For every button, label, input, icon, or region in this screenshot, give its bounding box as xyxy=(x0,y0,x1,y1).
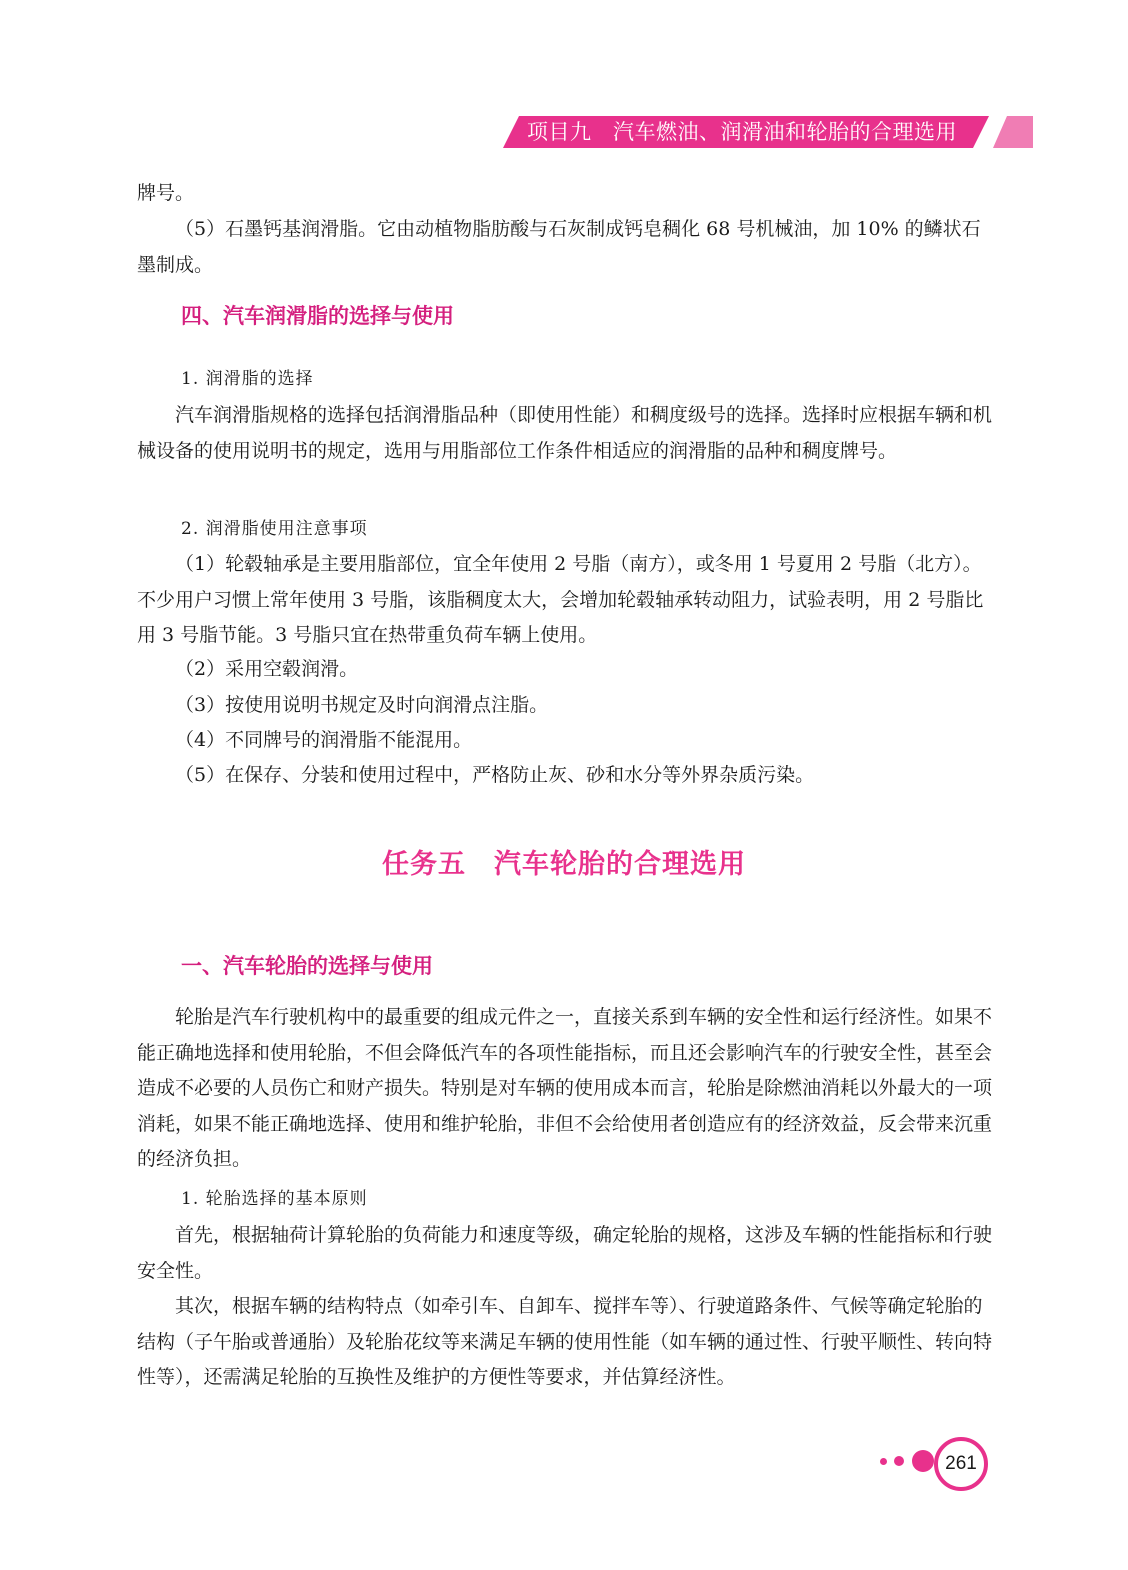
subsection-heading: 1. 润滑脂的选择 xyxy=(181,369,314,389)
paragraph: （5）石墨钙基润滑脂。它由动植物脂肪酸与石灰制成钙皂稠化 68 号机械油，加 10% 的鳞状石墨制成。 xyxy=(137,218,981,276)
section-heading: 一、汽车轮胎的选择与使用 xyxy=(181,954,433,978)
decor-dot-icon xyxy=(880,1458,887,1465)
header-band-tail xyxy=(993,116,1033,148)
decor-dot-icon xyxy=(912,1450,934,1472)
section-heading: 四、汽车润滑脂的选择与使用 xyxy=(181,304,454,328)
decor-dot-icon xyxy=(894,1456,904,1466)
paragraph: （5）在保存、分装和使用过程中，严格防止灰、砂和水分等外界杂质污染。 xyxy=(175,764,815,786)
chapter-title: 项目九 汽车燃油、润滑油和轮胎的合理选用 xyxy=(527,120,957,144)
subsection-heading: 1. 轮胎选择的基本原则 xyxy=(181,1189,368,1209)
paragraph: （3）按使用说明书规定及时向润滑点注脂。 xyxy=(175,694,549,716)
paragraph: 牌号。 xyxy=(137,182,195,204)
subsection-heading: 2. 润滑脂使用注意事项 xyxy=(181,519,368,539)
chapter-header-band xyxy=(503,116,1033,148)
task-title: 任务五 汽车轮胎的合理选用 xyxy=(382,849,746,880)
paragraph: （1）轮毂轴承是主要用脂部位，宜全年使用 2 号脂（南方），或冬用 1 号夏用 2 号脂（北方）。不少用户习惯上常年使用 3 号脂，该脂稠度太大，会增加轮毂轴承转动阻力，试验表明，用 2 号脂比用 3 号脂节能。3 号脂只宜在热带重负荷车辆上使用。 xyxy=(137,553,984,646)
paragraph: 首先，根据轴荷计算轮胎的负荷能力和速度等级，确定轮胎的规格，这涉及车辆的性能指标和行驶安全性。 xyxy=(137,1224,993,1282)
page-number-badge xyxy=(876,1434,996,1490)
paragraph: 汽车润滑脂规格的选择包括润滑脂品种（即使用性能）和稠度级号的选择。选择时应根据车辆和机械设备的使用说明书的规定，选用与用脂部位工作条件相适应的润滑脂的品种和稠度牌号。 xyxy=(137,404,993,462)
paragraph: 轮胎是汽车行驶机构中的最重要的组成元件之一，直接关系到车辆的安全性和运行经济性。如果不能正确地选择和使用轮胎，不但会降低汽车的各项性能指标，而且还会影响汽车的行驶安全性，甚至会造成不必要的人员伤亡和财产损失。特别是对车辆的使用成本而言，轮胎是除燃油消耗以外最大的一项消耗，如果不能正确地选择、使用和维护轮胎，非但不会给使用者创造应有的经济效益，反会带来沉重的经济负担。 xyxy=(137,1006,993,1170)
page-number: 261 xyxy=(934,1437,988,1491)
paragraph: （2）采用空毂润滑。 xyxy=(175,658,359,680)
paragraph: 其次，根据车辆的结构特点（如牵引车、自卸车、搅拌车等）、行驶道路条件、气候等确定轮胎的结构（子午胎或普通胎）及轮胎花纹等来满足车辆的使用性能（如车辆的通过性、行驶平顺性、转向特性等），还需满足轮胎的互换性及维护的方便性等要求，并估算经济性。 xyxy=(137,1295,993,1388)
paragraph: （4）不同牌号的润滑脂不能混用。 xyxy=(175,729,473,751)
